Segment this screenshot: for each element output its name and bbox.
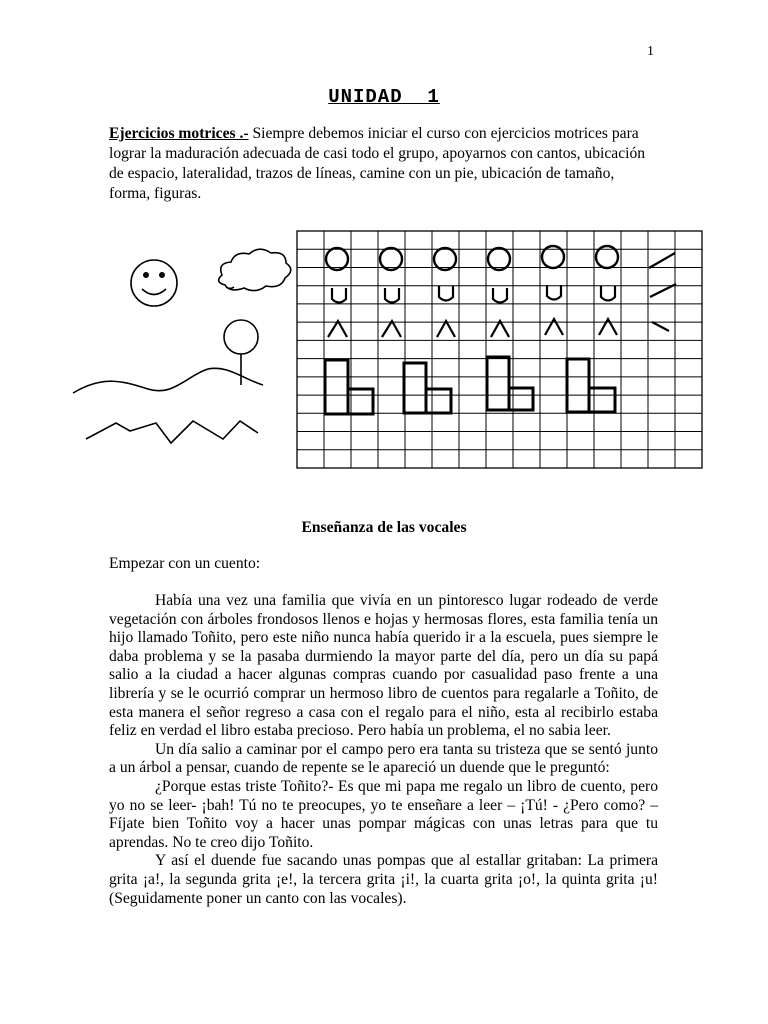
u-shape [385,288,399,303]
inverted-v-shape [382,321,401,337]
slash-stroke [652,322,669,331]
inverted-v-shape [328,321,347,337]
tall-rectangle [325,360,348,414]
unit-title: UNIDAD 1 [328,86,440,108]
intro-text: Siempre debemos iniciar el curso con ejercicios motrices para lograr la maduración adecuada de casi todo el grupo, apoyarnos con cantos, ubicación de espacio, lateralidad, trazos de líneas, camine con un pie, ubicación de tamaño, forma, figuras. [109,125,646,202]
inverted-v-shape [545,319,563,335]
inverted-v-shape [437,321,455,337]
zigzag-line [86,421,258,443]
circle-shape [488,248,510,270]
u-shape [332,288,346,303]
short-rectangle [426,389,451,413]
short-rectangle [589,388,615,412]
intro-paragraph [109,124,654,204]
story-paragraph: Y así el duende fue sacando unas pompas que al estallar gritaban: La primera grita ¡a!, la segunda grita ¡e!, la tercera grita ¡i!, la cuarta grita ¡o!, la quinta grita ¡u! (Seguidamente poner un canto con las vocales). [109,852,658,907]
circle-shape [326,248,348,270]
inverted-v-shape [599,319,617,335]
u-shape [547,285,561,300]
u-shape [493,288,507,303]
cloud-icon [219,249,291,290]
circle-shape [434,248,456,270]
page-number: 1 [647,44,654,59]
story-paragraph: Un día salio a caminar por el campo pero era tanta su tristeza que se sentó junto a un árbol a pensar, cuando de repente se le apareció un duende que le preguntó: [109,740,658,777]
short-rectangle [348,389,373,414]
slash-column [649,253,676,331]
motor-exercises-figure [68,225,708,475]
rectangle-row [325,357,615,414]
tracing-grid [297,231,702,468]
u-shape [439,286,453,301]
wavy-line [73,368,263,393]
u-shape [601,286,615,301]
story-paragraph: ¿Porque estas triste Toñito?- Es que mi papa me regalo un libro de cuento, pero yo no se leer- ¡bah! Tú no te preocupes, yo te enseñare a leer – ¡Tú! - ¿Pero como? – Fíjate bien Toñito voy a hacer unas pompar mágicas con unas letras para que tu aprendas. No te creo dijo Toñito. [109,777,658,851]
slash-stroke [649,253,675,268]
story-text [109,592,658,908]
inverted-v-shape [491,321,509,337]
tall-rectangle [487,357,509,410]
section-title: Enseñanza de las vocales [301,519,467,536]
circle-shape [380,248,402,270]
tall-rectangle [567,359,589,412]
tall-rectangle [404,363,426,413]
story-paragraph: Había una vez una familia que vivía en un pintoresco lugar rodeado de verde vegetación con árboles frondosos llenos e hojas y hermosas flores, esta familia tenía un hijo llamado Toñito, pero este niño nunca había querido ir a la escuela, pues siempre le daba problema y se la pasaba durmiendo la mayor parte del día, pero un día su papá salio a la ciudad a hacer algunas compras cuando por casualidad paso frente a una librería y se le ocurrió comprar un hermoso libro de cuentos para regalarle a Toñito, de esta manera el señor regreso a casa con el regalo para el niño, esta al recibirlo estaba feliz en verdad el libro estaba precioso. Pero había un problema, el no sabia leer. [109,592,658,740]
sketch-illustrations [73,249,291,443]
story-intro: Empezar con un cuento: [109,555,261,572]
intro-lead: Ejercicios motrices .- [109,125,249,142]
u-shape-row [332,285,615,303]
smiley-face-icon [131,260,177,306]
